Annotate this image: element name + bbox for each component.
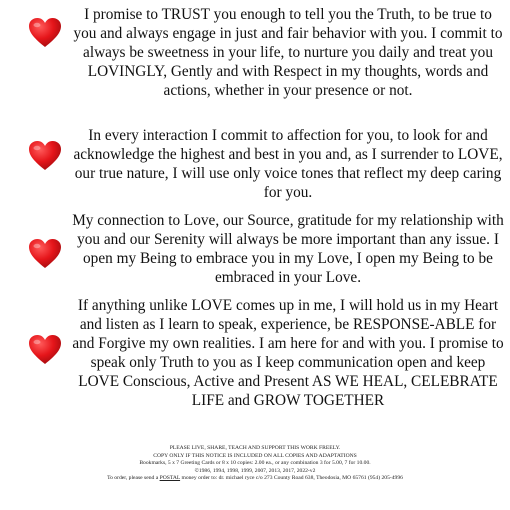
order-address: money order to: dr. michael ryce c/o 273 County Road 638, Theodosia, MO 65761 (954) 205-4996 — [181, 475, 403, 482]
footer-copyright-years: ©1986, 1994, 1998, 1999, 2007, 2013, 2017, 2022-v2 — [194, 467, 316, 474]
heart-icon — [28, 140, 62, 171]
promise-paragraph-trust: I promise to TRUST you enough to tell you the Truth, to be true to you and always engage in just and fair behavior with you. I commit to always be sweetness in your life, to nurture you daily and treat you LOVINGLY, Gently and with Respect in my thoughts, words and actions, whether in your presence or not. — [73, 6, 503, 99]
heart-icon — [28, 17, 62, 48]
heart-icon — [28, 334, 62, 365]
footer-copy-notice: COPY ONLY IF THIS NOTICE IS INCLUDED ON ALL COPIES AND ADAPTATIONS — [153, 452, 357, 459]
footer-order-info — [0, 475, 510, 483]
order-postal: POSTAL — [159, 475, 181, 482]
copyright-footer — [0, 445, 510, 483]
order-prefix: To order, please send a — [107, 475, 159, 482]
heart-icon — [28, 238, 62, 269]
promise-paragraph-love: If anything unlike LOVE comes up in me, I will hold us in my Heart and listen as I learn to speak, experience, be RESPONSE-ABLE for and Forgive my own realities. I am here for and with you. I promise to speak only Truth to you as I keep communication open and keep LOVE Conscious, Active and Present AS WE HEAL, CELEBRATE LIFE and GROW TOGETHER — [72, 297, 504, 409]
footer-share-notice: PLEASE LIVE, SHARE, TEACH AND SUPPORT THIS WORK FREELY. — [169, 445, 341, 451]
footer-pricing: Bookmarks, 5 x 7 Greeting Cards or 8 x 10 copies: 2.00 ea., or any combination 3 for 5.00, 7 for 10.00. — [139, 460, 371, 467]
promise-paragraph-affection: In every interaction I commit to affection for you, to look for and acknowledge the highest and best in you and, as I surrender to LOVE, our true nature, I will use only voice tones that reflect my deep caring for you. — [73, 127, 503, 201]
promise-paragraph-connection: My connection to Love, our Source, gratitude for my relationship with you and our Serenity will always be more important than any issue. I open my Being to embrace you in my Love, I open my Being to be embraced in your Love. — [72, 212, 504, 286]
